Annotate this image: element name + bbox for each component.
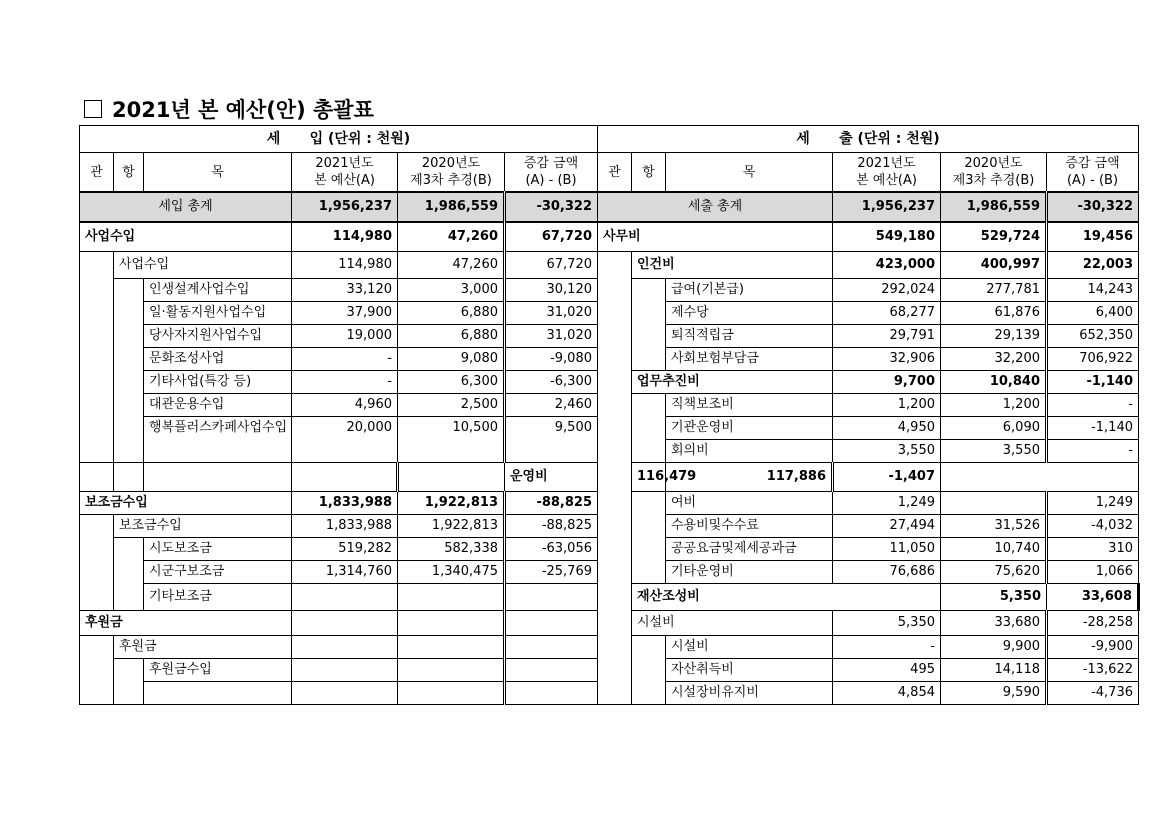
expense-gwan-label: 재산조성비 [632, 584, 941, 611]
revenue-gwan-label: 사업수입 [80, 222, 292, 252]
expense-indent-cell [632, 636, 666, 705]
col-header-2020-line2: 제3차 추경(B) [410, 173, 492, 188]
revenue-indent-cell [80, 636, 114, 705]
revenue-diff: -25,769 [505, 561, 598, 584]
revenue-indent-cell [114, 279, 144, 463]
revenue-indent-cell [80, 515, 114, 611]
col-header-2021-line1: 2021년도 [857, 156, 916, 171]
revenue-diff: -63,056 [505, 538, 598, 561]
revenue-total-diff: -30,322 [505, 192, 598, 222]
col-header-2021-line2: 본 예산(A) [856, 173, 917, 188]
expense-2021: 423,000 [833, 252, 941, 279]
col-header-diff-line2: (A) - (B) [525, 173, 577, 188]
revenue-diff [505, 584, 598, 611]
checkbox-square-icon [84, 100, 102, 118]
revenue-2020: 6,880 [398, 325, 505, 348]
revenue-2020: 3,000 [398, 279, 505, 302]
expense-mok-label: 자산취득비 [666, 659, 833, 682]
col-header-2020 [398, 153, 505, 193]
revenue-mok-label: 문화조성사업 [144, 348, 292, 371]
expense-diff: - [1047, 440, 1139, 463]
revenue-total-label: 세입 총계 [80, 192, 292, 222]
revenue-diff: 30,120 [505, 279, 598, 302]
expense-mok-label: 시설비 [666, 636, 833, 659]
expense-2021: 5,350 [941, 584, 1047, 611]
revenue-diff [505, 636, 598, 659]
col-header-diff [505, 153, 598, 193]
revenue-mok-label: 기타사업(특강 등) [144, 371, 292, 394]
expense-hang-label: 운영비 [505, 463, 632, 492]
revenue-2021 [292, 659, 398, 682]
expense-mok-label: 기타운영비 [666, 561, 833, 584]
expense-diff: 652,350 [1047, 325, 1139, 348]
col-header-mok: 목 [144, 153, 292, 193]
expense-diff: -13,622 [1047, 659, 1139, 682]
revenue-2020 [398, 636, 505, 659]
page-title [84, 94, 374, 124]
revenue-2021 [292, 636, 398, 659]
expense-2020: 10,840 [941, 371, 1047, 394]
revenue-diff: -88,825 [505, 492, 598, 515]
expense-2021: 1,249 [833, 492, 941, 515]
expense-total-2021: 1,956,237 [833, 192, 941, 222]
expense-2021: 3,550 [833, 440, 941, 463]
expense-mok-label: 퇴직적립금 [666, 325, 833, 348]
expense-2021: 495 [833, 659, 941, 682]
expense-diff: 706,922 [1047, 348, 1139, 371]
revenue-section-title: 세 입 (단위 : 천원) [80, 126, 598, 153]
expense-2020: 33,680 [941, 611, 1047, 636]
revenue-diff: 9,500 [505, 417, 598, 463]
expense-2020: 32,200 [941, 348, 1047, 371]
expense-2020: 9,900 [941, 636, 1047, 659]
revenue-2020: 1,340,475 [398, 561, 505, 584]
expense-mok-label: 기관운영비 [666, 417, 833, 440]
expense-diff: 1,066 [1047, 561, 1139, 584]
revenue-mok-label: 행복플러스카페사업수입 [144, 417, 292, 463]
expense-diff: 1,249 [1047, 492, 1139, 515]
revenue-2021: 519,282 [292, 538, 398, 561]
revenue-mok-label: 시도보조금 [144, 538, 292, 561]
revenue-2021 [292, 682, 398, 705]
expense-2021: 116,479 [632, 463, 666, 492]
revenue-diff: -88,825 [505, 515, 598, 538]
expense-2020: 6,090 [941, 417, 1047, 440]
revenue-diff: 31,020 [505, 302, 598, 325]
budget-summary-table [79, 125, 1139, 705]
revenue-empty-cell [292, 463, 398, 492]
revenue-mok-label: 당사자지원사업수입 [144, 325, 292, 348]
expense-2021: 549,180 [833, 222, 941, 252]
revenue-2020: 10,500 [398, 417, 505, 463]
revenue-2021: 33,120 [292, 279, 398, 302]
expense-2021: 32,906 [833, 348, 941, 371]
expense-2020: 529,724 [941, 222, 1047, 252]
expense-2020: 277,781 [941, 279, 1047, 302]
expense-2021: 5,350 [833, 611, 941, 636]
revenue-diff: -9,080 [505, 348, 598, 371]
revenue-2020: 1,922,813 [398, 515, 505, 538]
expense-section-title: 세 출 (단위 : 천원) [598, 126, 1139, 153]
expense-hang-label: 인건비 [632, 252, 833, 279]
revenue-hang-label: 사업수입 [114, 252, 292, 279]
table-row [80, 463, 1139, 492]
expense-2021: 292,024 [833, 279, 941, 302]
col-header-mok: 목 [666, 153, 833, 193]
col-header-diff-line2: (A) - (B) [1066, 173, 1119, 188]
col-header-diff [1047, 153, 1139, 193]
expense-2020: 400,997 [941, 252, 1047, 279]
revenue-2020: 2,500 [398, 394, 505, 417]
revenue-2021: 19,000 [292, 325, 398, 348]
revenue-2020 [398, 659, 505, 682]
revenue-hang-label: 후원금 [114, 636, 292, 659]
expense-2020: 75,620 [941, 561, 1047, 584]
expense-diff: -4,736 [1047, 682, 1139, 705]
revenue-2021: 114,980 [292, 222, 398, 252]
col-header-2020-line2: 제3차 추경(B) [952, 173, 1035, 188]
expense-mok-label: 수용비및수수료 [666, 515, 833, 538]
expense-2020: 10,740 [941, 538, 1047, 561]
revenue-empty-cell [398, 463, 505, 492]
revenue-diff [505, 659, 598, 682]
revenue-mok-label: 인생설계사업수입 [144, 279, 292, 302]
expense-diff: -1,140 [1047, 371, 1139, 394]
expense-diff: 19,456 [1047, 222, 1139, 252]
expense-diff: -4,032 [1047, 515, 1139, 538]
col-header-2020 [941, 153, 1047, 193]
table-row [80, 222, 1139, 252]
revenue-2021: 37,900 [292, 302, 398, 325]
revenue-2021: - [292, 371, 398, 394]
revenue-diff: 67,720 [505, 222, 598, 252]
revenue-2021 [292, 611, 398, 636]
revenue-diff: 2,460 [505, 394, 598, 417]
expense-mok-label: 사회보험부담금 [666, 348, 833, 371]
expense-2021: 4,950 [833, 417, 941, 440]
revenue-2020: 582,338 [398, 538, 505, 561]
expense-mok-label: 시설장비유지비 [666, 682, 833, 705]
expense-mok-label: 급여(기본급) [666, 279, 833, 302]
expense-2021: 76,686 [833, 561, 941, 584]
revenue-total-2020: 1,986,559 [398, 192, 505, 222]
revenue-mok-label: 시군구보조금 [144, 561, 292, 584]
revenue-diff [505, 682, 598, 705]
expense-2020: 3,550 [941, 440, 1047, 463]
revenue-2020: 1,922,813 [398, 492, 505, 515]
expense-mok-label: 제수당 [666, 302, 833, 325]
revenue-2021: 1,833,988 [292, 515, 398, 538]
col-header-diff-line1: 증감 금액 [523, 156, 579, 171]
revenue-2021 [292, 584, 398, 611]
expense-gwan-label: 사무비 [598, 222, 833, 252]
table-row [80, 252, 1139, 279]
revenue-indent-cell [114, 659, 144, 705]
expense-2020: 117,886 [666, 463, 833, 492]
col-header-hang: 항 [632, 153, 666, 193]
expense-total-diff: -30,322 [1047, 192, 1139, 222]
revenue-hang-label: 보조금수입 [114, 515, 292, 538]
expense-2021: 68,277 [833, 302, 941, 325]
expense-2020 [941, 492, 1047, 515]
revenue-empty-cell [80, 463, 114, 492]
revenue-gwan-label: 보조금수입 [80, 492, 292, 515]
expense-hang-label: 업무추진비 [632, 371, 833, 394]
revenue-diff: -6,300 [505, 371, 598, 394]
revenue-2021: 1,314,760 [292, 561, 398, 584]
col-header-diff-line1: 증감 금액 [1065, 156, 1120, 171]
revenue-empty-cell [144, 682, 292, 705]
expense-2021: 27,494 [833, 515, 941, 538]
header-row-titles [80, 126, 1139, 153]
expense-hang-label: 시설비 [632, 611, 833, 636]
expense-mok-label: 공공요금및제세공과금 [666, 538, 833, 561]
revenue-2020: 9,080 [398, 348, 505, 371]
revenue-2021: - [292, 348, 398, 371]
expense-2020: 61,876 [941, 302, 1047, 325]
expense-2020: 14,118 [941, 659, 1047, 682]
expense-2021: 4,854 [833, 682, 941, 705]
col-header-2021-line2: 본 예산(A) [314, 173, 375, 188]
col-header-2020-line1: 2020년도 [964, 156, 1023, 171]
col-header-2021 [292, 153, 398, 193]
revenue-diff [505, 611, 598, 636]
revenue-empty-cell [114, 463, 144, 492]
expense-diff: 310 [1047, 538, 1139, 561]
revenue-mok-label: 기타보조금 [144, 584, 292, 611]
expense-2021: 29,791 [833, 325, 941, 348]
expense-mok-label: 여비 [666, 492, 833, 515]
revenue-indent-cell [114, 538, 144, 611]
revenue-2020: 6,880 [398, 302, 505, 325]
revenue-diff: 31,020 [505, 325, 598, 348]
expense-diff: -1,140 [1047, 417, 1139, 440]
expense-diff: 22,003 [1047, 252, 1139, 279]
revenue-mok-label: 후원금수입 [144, 659, 292, 682]
revenue-2021: 4,960 [292, 394, 398, 417]
expense-diff: -9,900 [1047, 636, 1139, 659]
revenue-total-2021: 1,956,237 [292, 192, 398, 222]
expense-2020: 31,526 [941, 515, 1047, 538]
expense-indent-cell [632, 279, 666, 371]
expense-2021: - [833, 636, 941, 659]
col-header-hang: 항 [114, 153, 144, 193]
revenue-2020: 47,260 [398, 222, 505, 252]
col-header-2020-line1: 2020년도 [421, 156, 481, 171]
revenue-2020: 47,260 [398, 252, 505, 279]
col-header-gwan: 관 [80, 153, 114, 193]
expense-total-2020: 1,986,559 [941, 192, 1047, 222]
expense-diff: - [1047, 394, 1139, 417]
expense-2020: 1,200 [941, 394, 1047, 417]
expense-2020: 33,608 [1047, 584, 1139, 611]
revenue-mok-label: 대관운용수입 [144, 394, 292, 417]
expense-2020: 29,139 [941, 325, 1047, 348]
revenue-2021: 20,000 [292, 417, 398, 463]
expense-mok-label: 회의비 [666, 440, 833, 463]
expense-indent-cell [632, 394, 666, 463]
totals-row [80, 192, 1139, 222]
expense-2021: 9,700 [833, 371, 941, 394]
revenue-2020 [398, 682, 505, 705]
expense-indent-cell [632, 492, 666, 584]
expense-diff: 14,243 [1047, 279, 1139, 302]
revenue-mok-label: 일·활동지원사업수입 [144, 302, 292, 325]
expense-2020: 9,590 [941, 682, 1047, 705]
revenue-2020 [398, 584, 505, 611]
revenue-empty-cell [144, 463, 292, 492]
col-header-2021 [833, 153, 941, 193]
header-row-columns [80, 153, 1139, 193]
expense-diff: -1,407 [833, 463, 941, 492]
revenue-2021: 1,833,988 [292, 492, 398, 515]
expense-diff: 6,400 [1047, 302, 1139, 325]
revenue-2021: 114,980 [292, 252, 398, 279]
expense-2021: 11,050 [833, 538, 941, 561]
revenue-2020: 6,300 [398, 371, 505, 394]
col-header-2021-line1: 2021년도 [315, 156, 374, 171]
revenue-indent-cell [80, 252, 114, 463]
page-title-text: 2021년 본 예산(안) 총괄표 [112, 98, 374, 122]
revenue-diff: 67,720 [505, 252, 598, 279]
revenue-gwan-label: 후원금 [80, 611, 292, 636]
expense-2021: 1,200 [833, 394, 941, 417]
expense-mok-label: 직책보조비 [666, 394, 833, 417]
expense-total-label: 세출 총계 [598, 192, 833, 222]
col-header-gwan: 관 [598, 153, 632, 193]
expense-diff: -28,258 [1047, 611, 1139, 636]
revenue-2020 [398, 611, 505, 636]
